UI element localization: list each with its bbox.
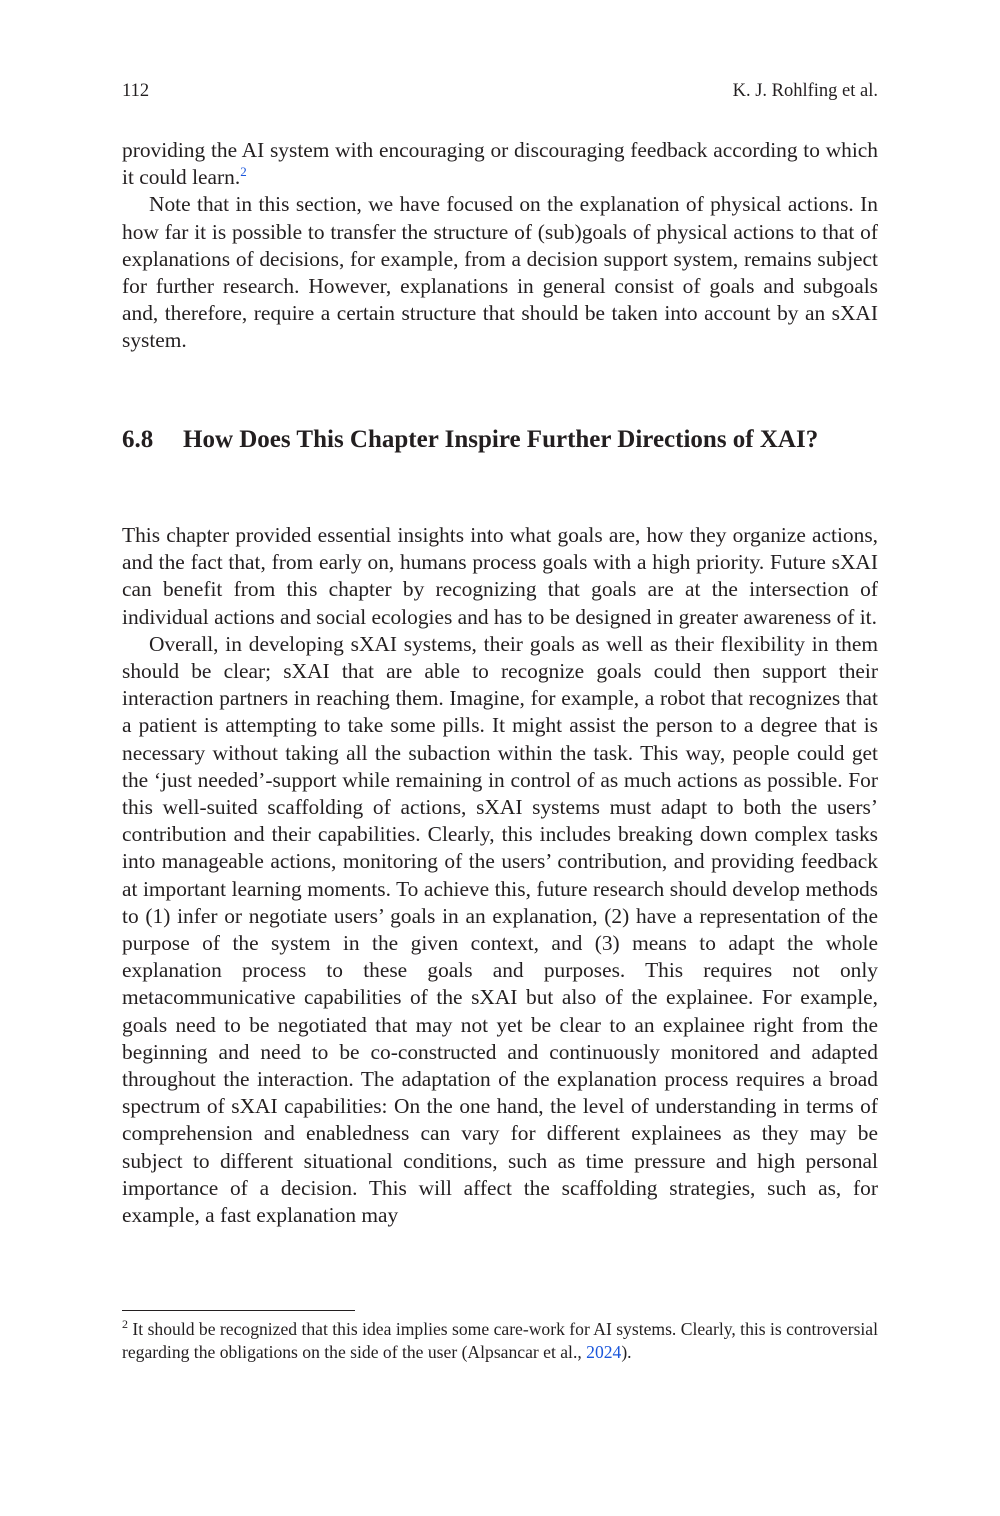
body-paragraph: This chapter provided essential insights into what goals are, how they organize actions, and the fact that, from early on, humans process goals with a high priority. Future sXAI can benefit from this chapter by recognizing that goals are at the intersection of individual actions and social ecologies and has to be designed in greater awareness of it. xyxy=(122,523,878,629)
running-head-authors: K. J. Rohlfing et al. xyxy=(732,81,878,101)
page-number: 112 xyxy=(122,81,150,101)
footnote-text: It should be recognized that this idea implies some care-work for AI systems. Clearly, this is controversial regarding the obligations on the side of the user (Alpsancar et al., xyxy=(122,1319,879,1362)
citation-link[interactable]: 2024 xyxy=(586,1342,622,1362)
footnote-text-end: ). xyxy=(621,1342,632,1362)
footnote xyxy=(122,1318,878,1364)
body-paragraph: Overall, in developing sXAI systems, their goals as well as their flexibility in them should be clear; sXAI that are able to recognize goals could then support their interaction partners in reaching them. Imagine, for example, a robot that recognizes that a patient is attempting to take some pills. It might assist the person to a degree that is necessary without taking all the subaction within the task. This way, people could get the ‘just needed’-support while remaining in control of as much actions as possible. For this well-suited scaffolding of actions, sXAI systems must adapt to both the users’ contribution and their capabilities. Clearly, this includes breaking down complex tasks into manageable actions, monitoring of the users’ contribution, and providing feedback at important learning moments. To achieve this, future research should develop methods to (1) infer or negotiate users’ goals in an explanation, (2) have a representation of the purpose of the system in the given context, and (3) means to adapt the whole explanation process to these goals and purposes. This requires not only metacommunicative capabilities of the sXAI but also of the explainee. For example, goals need to be negotiated that may not yet be clear to an explainee right from the beginning and need to be co-constructed and continuously monitored and adapted throughout the interaction. The adaptation of the explanation process requires a broad spectrum of sXAI capabilities: On the one hand, the level of understanding in terms of comprehension and enabledness can vary for different explainees as they may be subject to different situational conditions, such as time pressure and high personal importance of a decision. This will affect the scaffolding strategies, such as, for example, a fast explanation may xyxy=(122,631,878,1228)
continuation-text: providing the AI system with encouraging or discouraging feedback according to which it could learn. xyxy=(122,138,878,190)
previous-section-text xyxy=(122,137,878,355)
continuation-paragraph xyxy=(122,137,878,191)
section-body xyxy=(122,522,878,1229)
running-header xyxy=(122,80,878,102)
body-paragraph: Note that in this section, we have focused on the explanation of physical actions. In how far it is possible to transfer the structure of (sub)goals of physical actions to that of explanations of decisions, for example, from a decision support system, remains subject for further research. However, explanations in general consist of goals and subgoals and, therefore, require a certain structure that should be taken into account by an sXAI system. xyxy=(122,192,878,353)
footnote-reference[interactable]: 2 xyxy=(240,164,247,180)
section-number: 6.8 xyxy=(122,426,154,453)
footnote-divider xyxy=(122,1310,355,1311)
section-title: How Does This Chapter Inspire Further Directions of XAI? xyxy=(183,426,819,453)
footnote-mark: 2 xyxy=(122,1317,128,1332)
